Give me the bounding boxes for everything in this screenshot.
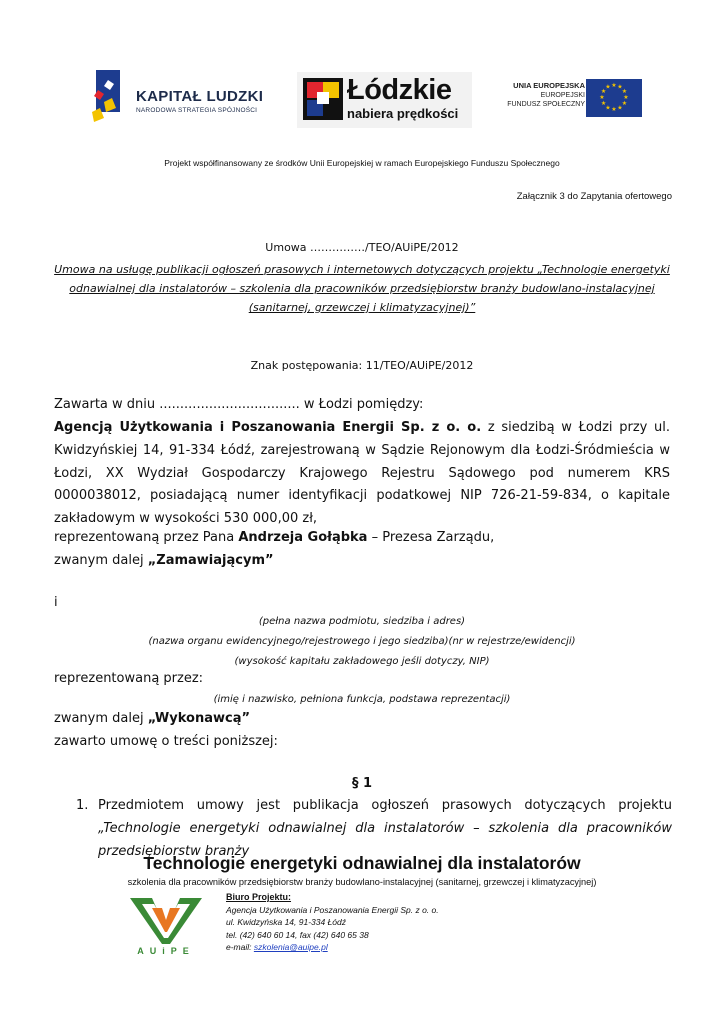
eu-line2: EUROPEJSKI bbox=[540, 92, 585, 99]
svg-text:★: ★ bbox=[611, 106, 617, 113]
section-heading: § 1 bbox=[351, 776, 373, 791]
eu-line3: FUNDUSZ SPOŁECZNY bbox=[507, 101, 585, 108]
footer-subtitle: szkolenia dla pracowników przedsiębiorstw branży budowlano-instalacyjnej (sanitarnej, grzewczej i klimatyzacyjnej) bbox=[127, 877, 597, 887]
represented-by-line: reprezentowaną przez: bbox=[54, 671, 204, 686]
svg-text:★: ★ bbox=[600, 100, 607, 107]
company-name: Agencją Użytkowania i Poszanowania Energii Sp. z o. o. bbox=[54, 420, 482, 435]
contractor-label: „Wykonawcą” bbox=[147, 711, 251, 726]
concluded-line: Zawarta w dniu .................................. w Łodzi pomiędzy: bbox=[54, 397, 424, 412]
project-office-info bbox=[226, 891, 439, 954]
represented-suffix: – Prezesa Zarządu, bbox=[367, 530, 495, 545]
lodzkie-logo bbox=[297, 72, 472, 128]
note-capital: (wysokość kapitału zakładowego jeśli dotyczy, NIP) bbox=[234, 656, 490, 667]
svg-text:★: ★ bbox=[621, 88, 628, 95]
attachment-label: Załącznik 3 do Zapytania ofertowego bbox=[516, 191, 672, 202]
note-registry: (nazwa organu ewidencyjnego/rejestrowego i jego siedziba)(nr w rejestrze/ewidencji) bbox=[148, 636, 576, 647]
kapital-ludzki-title: KAPITAŁ LUDZKI bbox=[136, 88, 264, 105]
ordering-party-label: „Zamawiającym” bbox=[147, 553, 274, 568]
item-text: Przedmiotem umowy jest publikacja ogłoszeń prasowych dotyczących projektu bbox=[98, 798, 672, 813]
office-heading: Biuro Projektu: bbox=[226, 892, 292, 902]
eu-logo bbox=[490, 76, 650, 122]
kapital-ludzki-emblem-icon bbox=[90, 68, 134, 128]
email-label: e-mail: bbox=[226, 942, 254, 952]
svg-text:★: ★ bbox=[617, 83, 623, 91]
footer-title: Technologie energetyki odnawialnej dla instalatorów bbox=[143, 853, 581, 873]
item-number: 1. bbox=[76, 798, 89, 813]
svg-text:★: ★ bbox=[621, 100, 628, 107]
office-phone: tel. (42) 640 60 14, fax (42) 640 65 38 bbox=[226, 929, 369, 940]
note-representative: (imię i nazwisko, pełniona funkcja, podstawa reprezentacji) bbox=[213, 694, 511, 705]
contract-number: Umowa ……………/TEO/AUiPE/2012 bbox=[265, 241, 459, 254]
represented-line bbox=[54, 530, 494, 545]
concluded-contract-line: zawarto umowę o treści poniższej: bbox=[54, 734, 278, 749]
kapital-ludzki-subtitle: NARODOWA STRATEGIA SPÓJNOŚCI bbox=[136, 107, 258, 114]
svg-text:★: ★ bbox=[599, 94, 605, 101]
eu-flag-icon bbox=[586, 79, 642, 117]
auipe-emblem-icon bbox=[112, 890, 220, 956]
ordering-party-paragraph bbox=[54, 417, 670, 531]
svg-text:★: ★ bbox=[605, 83, 611, 91]
cofinance-note: Projekt współfinansowany ze środków Unii Europejskiej w ramach Europejskiego Funduszu Społecznego bbox=[164, 158, 560, 168]
representative-name: Andrzeja Gołąbka bbox=[238, 530, 368, 545]
called-prefix: zwanym dalej bbox=[54, 553, 148, 568]
contractor-called-prefix: zwanym dalej bbox=[54, 711, 148, 726]
ordering-called-line bbox=[54, 553, 274, 568]
eu-line1: UNIA EUROPEJSKA bbox=[513, 81, 585, 90]
svg-text:★: ★ bbox=[623, 94, 629, 101]
svg-text:★: ★ bbox=[600, 88, 607, 95]
svg-text:★: ★ bbox=[605, 104, 611, 112]
svg-text:★: ★ bbox=[617, 104, 623, 112]
kapital-ludzki-logo bbox=[90, 68, 270, 128]
lodzkie-subtitle: nabiera prędkości bbox=[347, 106, 459, 121]
office-email-line bbox=[226, 941, 439, 954]
contract-title: Umowa na usługę publikacji ogłoszeń prasowych i internetowych dotyczących projektu „Technologie energetyki odnawialnej dla instalatorów – szkolenia dla pracowników przedsiębiorstw branży budowlano-instalacyjnej (sanitarnej, grzewczej i klimatyzacyjnej)” bbox=[54, 263, 670, 314]
svg-text:★: ★ bbox=[611, 82, 617, 89]
contractor-called-line bbox=[54, 711, 250, 726]
office-address: ul. Kwidzyńska 14, 91-334 Łódź bbox=[226, 917, 347, 927]
auipe-logo-text: AUiPE bbox=[137, 946, 195, 956]
auipe-logo bbox=[112, 890, 220, 956]
and-word: i bbox=[54, 595, 58, 610]
item-text-project: „Technologie energetyki odnawialnej dla instalatorów – szkolenia dla pracowników przedsiębiorstw branży bbox=[98, 821, 672, 859]
email-link[interactable]: szkolenia@auipe.pl bbox=[253, 942, 328, 952]
note-entity-name: (pełna nazwa podmiotu, siedziba i adres) bbox=[258, 616, 466, 627]
office-name: Agencja Użytkowania i Poszanowania Energii Sp. z o. o. bbox=[226, 904, 439, 915]
company-details: z siedzibą w Łodzi przy ul. Kwidzyńskiej 14, 91-334 Łódź, zarejestrowaną w Sądzie Rejonowym dla Łodzi-Śródmieścia w Łodzi, XX Wydział Gospodarczy Krajowego Rejestru Sądowego pod numerem KRS 0000038012, posiadającą numer identyfikacji podatkowej NIP 726-21-59-834, o kapitale zakładowym w wysokości 530 000,00 zł, bbox=[54, 420, 670, 527]
lodzkie-emblem-icon bbox=[303, 78, 343, 120]
lodzkie-title: Łódzkie bbox=[347, 74, 452, 106]
represented-prefix: reprezentowaną przez Pana bbox=[54, 530, 239, 545]
case-number: Znak postępowania: 11/TEO/AUiPE/2012 bbox=[250, 359, 474, 372]
